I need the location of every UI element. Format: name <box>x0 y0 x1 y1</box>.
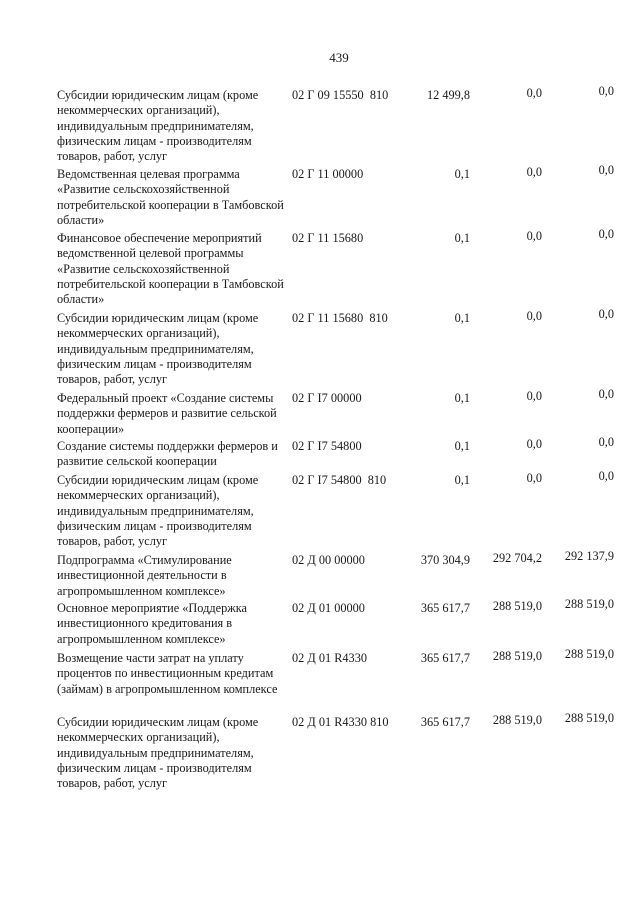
row-description: Подпрограмма «Стимулирование инвестиционной деятельности в агропромышленном комплексе» <box>57 553 232 598</box>
row-value-1: 365 617,7 <box>420 651 470 665</box>
row-description: Субсидии юридическим лицам (кроме некоммерческих организаций), индивидуальным предпринимателям, физическим лицам - производителям товаров, работ, услуг <box>57 473 259 549</box>
row-value-3: 0,0 <box>598 387 614 401</box>
row-value-1: 0,1 <box>454 439 470 453</box>
row-value-3: 288 519,0 <box>564 597 614 611</box>
row-value-2: 0,0 <box>526 165 542 179</box>
row-value-3: 0,0 <box>598 469 614 483</box>
row-value-3: 292 137,9 <box>564 549 614 563</box>
page-number: 439 <box>329 50 349 65</box>
row-value-1: 365 617,7 <box>420 601 470 615</box>
row-value-1: 0,1 <box>454 311 470 325</box>
row-description: Создание системы поддержки фермеров и развитие сельской кооперации <box>57 439 278 469</box>
row-value-1: 0,1 <box>454 167 470 181</box>
row-value-3: 0,0 <box>598 307 614 321</box>
row-code: 02 Д 00 00000 <box>292 553 365 567</box>
row-description: Возмещение части затрат на уплату процентов по инвестиционным кредитам (займам) в агропромышленном комплексе <box>57 651 278 696</box>
row-description: Федеральный проект «Создание системы поддержки фермеров и развитие сельской кооперации» <box>57 391 277 436</box>
row-code: 02 Г 09 15550 810 <box>292 88 389 102</box>
row-value-1: 370 304,9 <box>420 553 470 567</box>
row-value-1: 365 617,7 <box>420 715 470 729</box>
row-value-3: 0,0 <box>598 84 614 98</box>
row-description: Субсидии юридическим лицам (кроме некоммерческих организаций), индивидуальным предпринимателям, физическим лицам - производителям товаров, работ, услуг <box>57 715 259 791</box>
row-code: 02 Г I7 54800 <box>292 439 362 453</box>
row-code: 02 Д 01 00000 <box>292 601 365 615</box>
table-row <box>0 435 640 473</box>
row-value-2: 0,0 <box>526 229 542 243</box>
row-value-1: 0,1 <box>454 391 470 405</box>
table-row <box>0 549 640 601</box>
table-row <box>0 647 640 715</box>
row-code: 02 Д 01 R4330 <box>292 651 368 665</box>
row-code: 02 Г 11 15680 810 <box>292 311 388 325</box>
row-description: Основное мероприятие «Поддержка инвестиционного кредитования в агропромышленном комплексе» <box>57 601 247 646</box>
table-row <box>0 227 640 311</box>
budget-table <box>0 84 640 795</box>
row-value-2: 288 519,0 <box>492 713 542 727</box>
row-value-2: 0,0 <box>526 437 542 451</box>
row-value-3: 288 519,0 <box>564 647 614 661</box>
row-code: 02 Г I7 54800 810 <box>292 473 387 487</box>
row-value-2: 288 519,0 <box>492 599 542 613</box>
row-value-2: 0,0 <box>526 86 542 100</box>
row-value-1: 0,1 <box>454 231 470 245</box>
row-value-2: 0,0 <box>526 309 542 323</box>
table-row <box>0 84 640 167</box>
row-description: Субсидии юридическим лицам (кроме некоммерческих организаций), индивидуальным предпринимателям, физическим лицам - производителям товаров, работ, услуг <box>57 311 259 387</box>
row-value-2: 292 704,2 <box>492 551 542 565</box>
table-row <box>0 163 640 231</box>
row-value-3: 288 519,0 <box>564 711 614 725</box>
row-code: 02 Г 11 00000 <box>292 167 364 181</box>
row-description: Субсидии юридическим лицам (кроме некоммерческих организаций), индивидуальным предпринимателям, физическим лицам - производителям товаров, работ, услуг <box>57 88 259 164</box>
row-value-1: 0,1 <box>454 473 470 487</box>
table-row <box>0 387 640 439</box>
row-code: 02 Г I7 00000 <box>292 391 362 405</box>
row-value-2: 288 519,0 <box>492 649 542 663</box>
row-value-1: 12 499,8 <box>426 88 470 102</box>
row-value-2: 0,0 <box>526 471 542 485</box>
table-row <box>0 469 640 553</box>
row-value-3: 0,0 <box>598 163 614 177</box>
row-code: 02 Г 11 15680 <box>292 231 364 245</box>
row-value-3: 0,0 <box>598 435 614 449</box>
row-value-3: 0,0 <box>598 227 614 241</box>
table-row <box>0 597 640 651</box>
row-description: Ведомственная целевая программа «Развитие сельскохозяйственной потребительской кооперации в Тамбовской области» <box>57 167 284 227</box>
table-row <box>0 307 640 391</box>
table-row <box>0 711 640 795</box>
row-code: 02 Д 01 R4330 810 <box>292 715 389 729</box>
row-description: Финансовое обеспечение мероприятий ведомственной целевой программы «Развитие сельскохозяйственной потребительской кооперации в Тамбовской области» <box>57 231 284 307</box>
row-value-2: 0,0 <box>526 389 542 403</box>
